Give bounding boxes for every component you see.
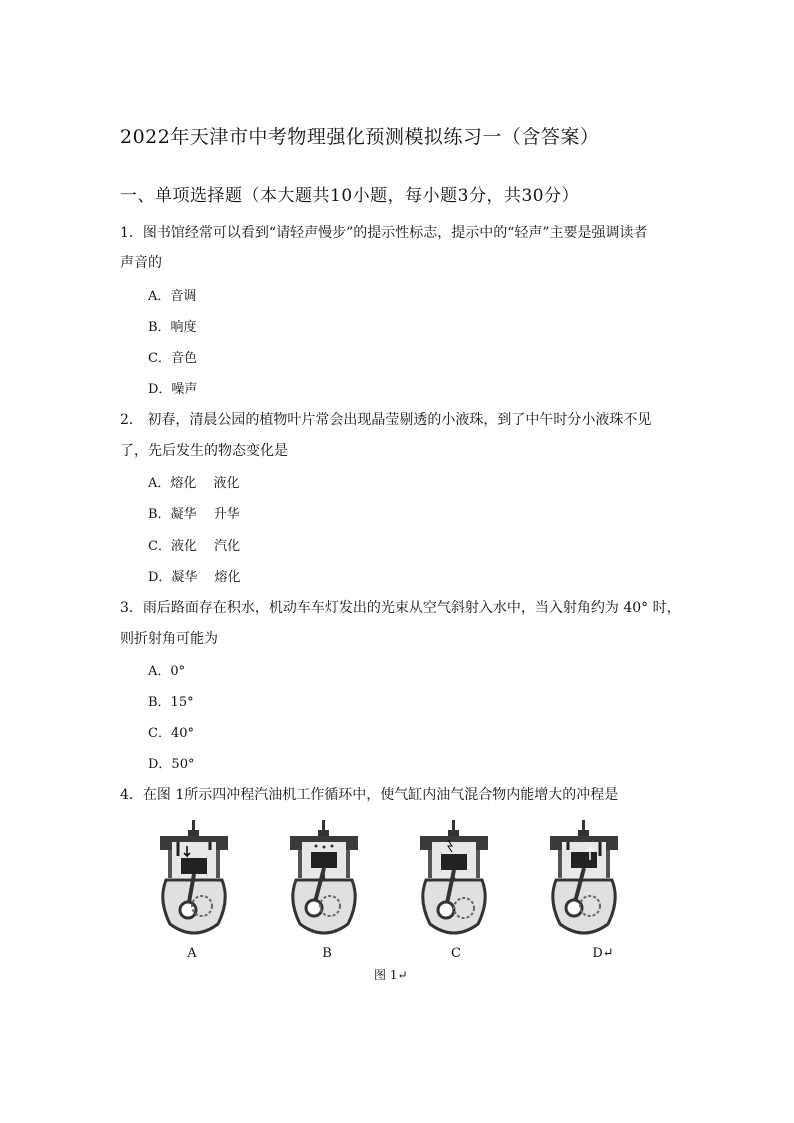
question-3-option-c: C．40° xyxy=(148,726,194,741)
question-3-option-b: B．15° xyxy=(148,695,194,710)
engine-stroke-figure xyxy=(150,820,630,980)
question-1-text-cont: 声音的 xyxy=(120,255,162,271)
engine-label-c: C xyxy=(451,946,461,961)
question-1-option-a: A．音调 xyxy=(148,289,197,304)
engine-label-a: A xyxy=(187,946,197,961)
engine-label-b: B xyxy=(322,946,332,961)
engine-diagram-b xyxy=(284,820,364,940)
question-3-option-a: A．0° xyxy=(148,664,186,679)
engine-label-d: D↵ xyxy=(592,946,614,961)
question-2-option-d: D．凝华 熔化 xyxy=(148,570,241,585)
question-3-text: 3．雨后路面存在积水，机动车车灯发出的光束从空气斜射入水中，当入射角约为 40° 时， xyxy=(120,600,681,616)
question-1-text: 1．图书馆经常可以看到“请轻声慢步”的提示性标志，提示中的“轻声”主要是强调读者 xyxy=(120,225,648,241)
question-2-option-c: C．液化 汽化 xyxy=(148,539,241,554)
question-2-text: 2． 初春，清晨公园的植物叶片常会出现晶莹剔透的小液珠，到了中午时分小液珠不见 xyxy=(120,412,652,428)
section-heading: 一、单项选择题（本大题共10小题，每小题3分，共30分） xyxy=(120,186,580,206)
question-3-option-d: D．50° xyxy=(148,757,195,772)
engine-diagram-a xyxy=(154,820,234,940)
question-1-option-b: B．响度 xyxy=(148,320,197,335)
page-title: 2022年天津市中考物理强化预测模拟练习一（含答案） xyxy=(120,126,600,148)
question-1-option-d: D．噪声 xyxy=(148,382,198,397)
engine-diagram-d xyxy=(544,820,624,940)
question-2-option-b: B．凝华 升华 xyxy=(148,507,240,522)
question-2-option-a: A．熔化 液化 xyxy=(148,476,240,491)
engine-diagram-c xyxy=(414,820,494,940)
question-2-text-cont: 了，先后发生的物态变化是 xyxy=(120,443,288,459)
question-1-option-c: C．音色 xyxy=(148,351,197,366)
figure-caption: 图 1↵ xyxy=(374,968,408,982)
question-4-text: 4．在图 1所示四冲程汽油机工作循环中，使气缸内油气混合物内能增大的冲程是 xyxy=(120,787,619,803)
question-3-text-cont: 则折射角可能为 xyxy=(120,631,218,647)
